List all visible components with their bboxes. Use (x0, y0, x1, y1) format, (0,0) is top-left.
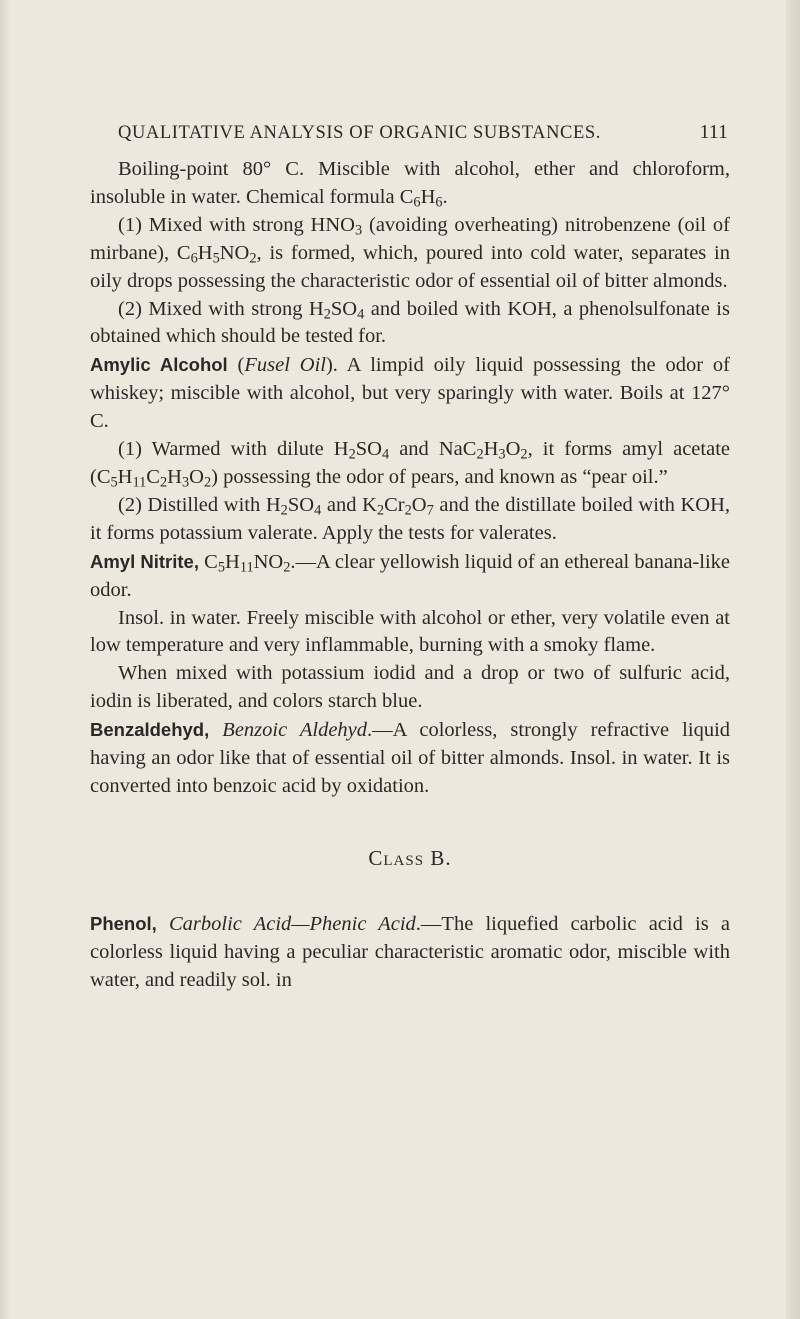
amylic-alcohol-entry: Amylic Alcohol (Fusel Oil). A limpid oily liquid possessing the odor of whiskey; miscible with alcohol, but very sparingly with water. Boils at 127° C. (90, 354, 730, 433)
amyl-nitrite-properties: Insol. in water. Freely miscible with alcohol or ether, very volatile even at low temperature and very inflammable, burning with a smoky flame. (90, 606, 730, 657)
entry-term: Benzaldehyd, (90, 719, 210, 741)
amyl-nitrite-test: When mixed with potassium iodid and a drop or two of sulfuric acid, iodin is liberated, and colors starch blue. (90, 662, 730, 713)
phenol-entry: Phenol, Carbolic Acid—Phenic Acid.—The liquefied carbolic acid is a colorless liquid having a peculiar characteristic aromatic odor, miscible with water, and readily sol. in (90, 912, 730, 991)
benzene-properties: Boiling-point 80° C. Miscible with alcohol, ether and chloroform, insoluble in water. Chemical formula $C_6H_6$. (90, 158, 730, 211)
amylic-test-2: (2) Distilled with $H_2SO_4$ and $K_2Cr_2O_7$ and the distillate boiled with KOH, it forms potassium valerate. Apply the tests for valerates. (90, 493, 731, 544)
entry-term: Amyl Nitrite, (90, 550, 199, 572)
class-heading: Class B. (368, 845, 452, 870)
benzene-test-1: (1) Mixed with strong $HNO_3$ (avoiding overheating) nitrobenzene (oil of mirbane), $C_6H_5NO_2$, is formed, which, poured into cold water, separates in oily drops possessing the characteristic odor of essential oil of bitter almonds. (90, 213, 731, 292)
page-body (90, 156, 730, 994)
running-header (118, 123, 728, 144)
benzaldehyd-entry: Benzaldehyd, Benzoic Aldehyd.—A colorless, strongly refractive liquid having an odor like that of essential oil of bitter almonds. Insol. in water. It is converted into benzoic acid by oxidation. (90, 719, 731, 797)
page-edge-right (786, 0, 800, 1319)
entry-term: Amylic Alcohol (90, 354, 228, 376)
entry-term: Phenol, (90, 912, 157, 934)
amylic-test-1: (1) Warmed with dilute $H_2SO_4$ and $NaC_2H_3O_2$, it forms amyl acetate $(C_5H_{11}C_2H_3O_2)$ possessing the odor of pears, and known as “pear oil.” (90, 438, 730, 491)
page-edge-left (0, 0, 10, 1319)
benzene-test-2: (2) Mixed with strong $H_2SO_4$ and boiled with KOH, a phenolsulfonate is obtained which should be tested for. (90, 297, 730, 348)
amyl-nitrite-entry: Amyl Nitrite, $C_5H_{11}NO_2.—A$ clear yellowish liquid of an ethereal banana-like odor. (90, 550, 731, 601)
page-number: 111 (699, 121, 728, 143)
running-title: QUALITATIVE ANALYSIS OF ORGANIC SUBSTANCES. (118, 123, 601, 143)
